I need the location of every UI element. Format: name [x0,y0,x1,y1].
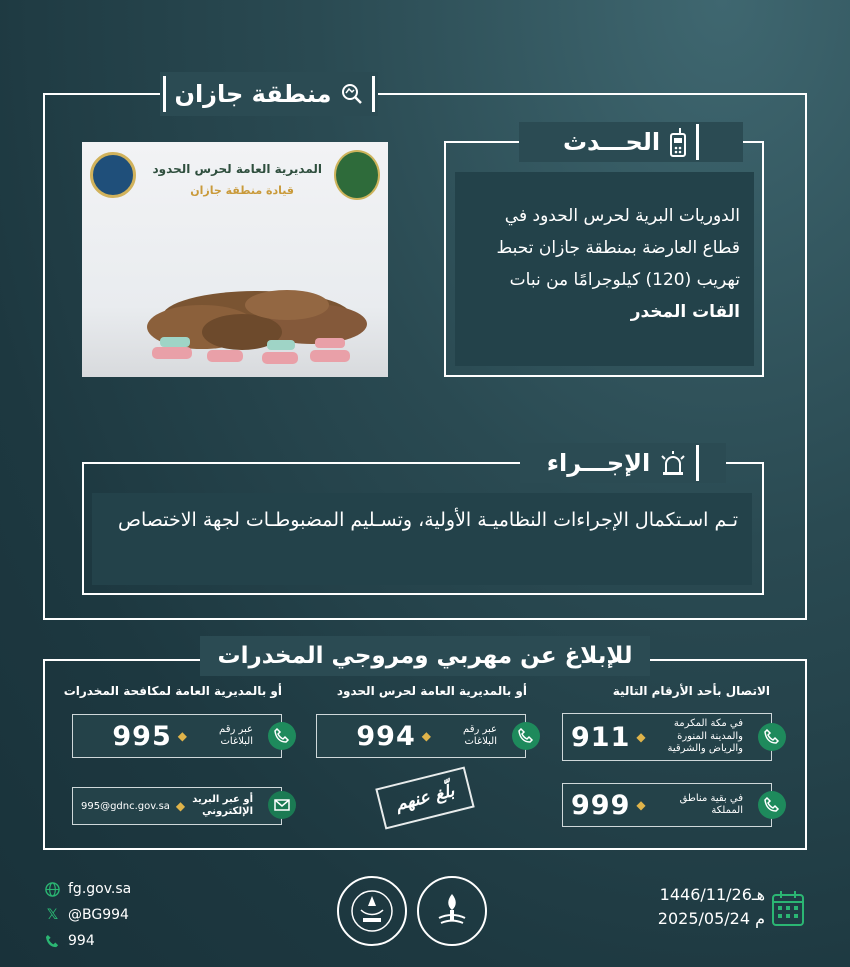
hotline-999-note: في بقية مناطق المملكة [679,792,743,816]
phone-icon [758,723,786,751]
radio-icon [668,127,688,157]
email-address: 995@gdnc.gov.sa [81,800,170,812]
report-title: للإبلاغ عن مهربي ومروجي المخدرات [217,643,633,669]
col2-heading: أو بالمديرية العامة لحرس الحدود [336,684,527,698]
arrow-icon: ◆ [175,799,186,813]
divider [696,445,699,481]
phone-icon [45,934,60,949]
arrow-icon: ◆ [421,729,431,743]
phone-icon [758,791,786,819]
col3-heading: أو بالمديرية العامة لمكافحة المخدرات [63,684,282,698]
twitter-row[interactable] [45,902,131,928]
hotline-994-number: 994 [356,720,416,752]
hijri-date: 1446/11/26هـ [659,885,765,904]
hotline-995[interactable] [72,714,282,758]
hotline-911[interactable] [562,713,772,761]
email-note: أو عبر البريد الإلكتروني [192,793,253,817]
report-email[interactable] [72,787,282,825]
interior-emblem [417,876,487,946]
event-tag [519,122,743,162]
arrow-icon: ◆ [636,798,646,812]
gregorian-date: 2025/05/24 م [657,909,765,928]
arrow-icon: ◆ [636,730,646,744]
alarm-light-icon [658,450,688,476]
arrow-icon: ◆ [177,729,187,743]
photo-agency-name: المديرية العامة لحرس الحدود [152,162,322,176]
footer-dates [625,883,765,931]
divider [163,76,166,112]
hotline-995-note: عبر رقم البلاغات [219,723,253,747]
event-body-bold: القات المخدر [630,302,740,322]
phone-icon [268,722,296,750]
globe-icon [45,882,60,897]
hotline-994[interactable] [316,714,526,758]
divider [696,124,699,160]
footer-contacts [45,876,131,954]
x-logo-icon: 𝕏 [46,907,59,923]
hotline-911-number: 911 [571,721,631,753]
divider [372,76,375,112]
col1-heading: الاتصال بأحد الأرقام التالية [612,684,770,698]
hotline-999-number: 999 [571,789,631,821]
action-heading: الإجـــراء [546,449,651,477]
photo-command-name: قيادة منطقة جازان [190,184,294,197]
twitter-text: @BG994 [68,907,129,923]
seizure-photo [82,142,388,377]
search-map-icon [340,82,364,106]
calendar-icon [771,889,805,931]
report-title-tag [200,636,650,676]
event-panel [455,172,754,366]
phone-icon [512,722,540,750]
website-text: fg.gov.sa [68,881,132,897]
region-tag [160,72,378,116]
stamp-text: بلّغ عنهم [393,781,457,815]
hotline-994-note: عبر رقم البلاغات [463,723,497,747]
hotline-999[interactable] [562,783,772,827]
border-guard-emblem [337,876,407,946]
website-row[interactable] [45,876,131,902]
action-panel [92,493,752,585]
phone-row[interactable] [45,928,131,954]
action-tag [520,443,726,483]
mail-icon [268,791,296,819]
event-heading: الحـــدث [562,128,661,156]
action-body: تـم اسـتكمال الإجراءات النظاميـة الأولية، وتسـليم المضبوطـات لجهة الاختصاص [118,509,738,531]
hotline-911-note: في مكة المكرمة والمدينة المنورة والرياض والشرقية [667,718,743,755]
region-title: منطقة جازان [174,80,332,108]
qat-bags [82,142,388,377]
phone-text: 994 [68,933,95,949]
hotline-995-number: 995 [112,720,172,752]
event-body: الدوريات البرية لحرس الحدود في قطاع العارضة بمنطقة جازان تحبط تهريب (120) كيلوجرامًا من نبات [496,206,740,290]
